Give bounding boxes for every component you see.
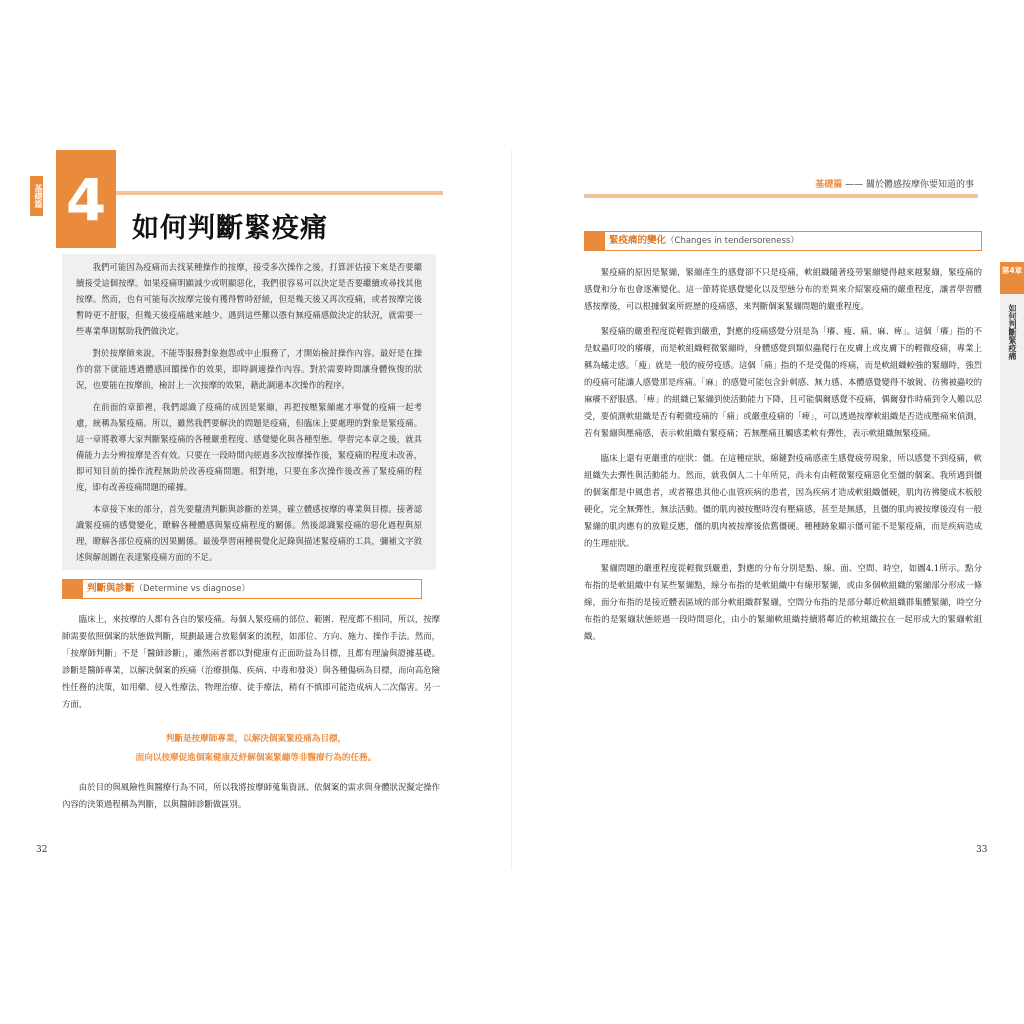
running-head-dash: —— — [842, 180, 866, 190]
chapter-number: 4 — [65, 166, 107, 234]
chapter-title: 如何判斷緊疫痛 — [132, 213, 328, 244]
right-page — [512, 0, 1024, 1024]
page-number-right: 33 — [976, 845, 988, 855]
chapter-rule — [116, 191, 443, 195]
section-heading-changes — [584, 231, 982, 251]
running-head-rule — [584, 194, 978, 198]
right-body — [584, 264, 982, 653]
section-heading-bar — [63, 580, 83, 598]
closing-paragraph: 由於目的與風險性與醫療行為不同，所以我將按摩師蒐集資訊、依個案的需求與身體狀況擬定操作內容的決策過程稱為判斷，以與醫師診斷做區別。 — [62, 782, 440, 809]
intro-paragraph: 我們可能因為疫痛而去找某種操作的按摩，接受多次操作之後，打算評估接下來是否要繼續接受這個按摩。如果疫痛明顯減少或明顯惡化，我們很容易可以決定是否要繼續或尋找其他按摩。然而，也有可能每次按摩完後有獲得暫時舒緩，但是幾天後又再次疫痛，或者按摩完後暫時更不舒服，但幾天後疫痛越來越少。遇到這些難以憑有無疫痛感做決定的狀況，就需要一些專業準則幫助我們做決定。 — [76, 262, 422, 336]
running-head-category: 基礎篇 — [815, 180, 843, 190]
section-title: 判斷與診斷 — [87, 583, 135, 594]
section-heading-text — [87, 580, 250, 598]
chapter-number-box — [56, 150, 116, 248]
highlight-quote — [96, 730, 416, 768]
chapter-title-tab: 如何判斷緊疫痛 — [1000, 294, 1024, 480]
body-paragraph: 緊疫痛的嚴重程度從輕微到嚴重，對應的疫痛感覺分別是為「癢、瘦、痛、麻、痺」。這個「癢」指的不是蚊蟲叮咬的癢癢，而是軟組織輕微緊繃時，身體感覺到類似蟲爬行在皮膚上或皮膚下的輕微疫痛，專業上稱為蟻走感。「瘦」就是一般的疲勞疫感。這個「痛」指的不是受傷的疼痛，而是軟組織較強的緊繃時，強烈的疫痛可能讓人感覺那是疼痛。「麻」的感覺可能包含針刺感、無力感、本體感覺變得不敏銳、彷彿被蟲咬的麻癢不舒服感。「痺」的組織已緊繃到使活動能力下降，且可能偶爾感覺不疫痛，偶爾發作時痛到令人難以忍受，要偵測軟組織是否有輕微疫痛的「痛」或嚴重疫痛的「痺」，可以透過按摩軟組織是否造成壓痛來偵測，若有緊繃與壓痛感，表示軟組織有緊疫痛；若無壓痛且觸感柔軟有彈性，表示軟組織無緊疫痛。 — [584, 326, 982, 438]
section-heading-bar — [585, 232, 605, 250]
section-heading-text — [609, 232, 799, 250]
section-title-en: （Changes in tendersoreness） — [666, 236, 799, 246]
chapter-tab: 第4章 — [1000, 262, 1024, 294]
section-heading-determine — [62, 579, 422, 599]
closing-body — [62, 779, 440, 821]
intro-paragraph: 本章接下來的部分，首先要釐清判斷與診斷的差異，確立體感按摩的專業與目標。接著認識緊疫痛的感覺變化，瞭解各種體感與緊疫痛程度的關係。然後認識緊疫痛的惡化過程與原理，瞭解各部位疫痛的因果關係。最後學習兩種視覺化記錄與描述緊疫痛的工具，彌補文字敘述與解剖圖在表達緊疫痛方面的不足。 — [76, 504, 422, 562]
page-number-left: 32 — [36, 845, 48, 855]
running-head-title: 關於體感按摩你要知道的事 — [865, 180, 974, 190]
intro-paragraph: 在前面的章節裡，我們認識了疫痛的成因是緊繃，再把按壓緊繃處才寧覺的疫痛一起考慮，統稱為緊疫痛。所以，雖然我們要解決的問題是疫痛，但臨床上要處理的對象是緊疫痛。這一章將教導大家判斷緊疫痛的各種嚴重程度、感覺變化與各種型態。學習完本章之後，就具備能力去分辨按摩是否有效。只要在一段時間內經過多次按摩操作後，緊疫痛的程度未改善，即可知目前的操作流程無助於改善疫痛問題。相對地，只要在多次操作後改善了緊疫痛的程度，即有改善疫痛問題的確據。 — [76, 402, 422, 492]
body-paragraph: 緊繃問題的嚴重程度從輕微到嚴重，對應的分布分別是點、線、面、空間、時空，如圖4.1所示。點分布指的是軟組織中有某些緊繃點，線分布指的是軟組織中有線形緊繃，或由多個軟組織的緊繃部分形成一條線，面分布指的是接近體表區域的部分軟組織群緊繃，空間分布指的是部分鄰近軟組織群集體緊繃，時空分布指的是緊繃狀態經過一段時間惡化，由小的緊繃軟組織持續將鄰近的軟組織拉在一起形成大的緊繃軟組織。 — [584, 563, 982, 641]
section-title-en: （Determine vs diagnose） — [134, 584, 250, 594]
body-paragraph: 臨床上，來按摩的人都有各自的緊疫痛。每個人緊疫痛的部位、範圍、程度都不相同，所以，按摩師需要依照個案的狀態做判斷，規劃最適合放鬆個案的流程，如部位、方向、施力、操作手法。然而，「按摩師判斷」不是「醫師診斷」，雖然兩者都以對健康有正面助益為目標，且都有理論與證據基礎。診斷是醫師專業，以解決個案的疾痛（治療損傷、疾病、中毒和發炎）與各種傷病為目標，而向高危險性任務的決策，如用藥、侵入性療法、物理治療、徒手療法，稍有不慎即可能造成病人二次傷害。另一方面， — [62, 614, 440, 709]
body-paragraph: 緊疫痛的原因是緊繃，緊繃產生的感覺卻不只是疫痛，軟組織隨著疫勞緊繃變得越來越緊繃，緊疫痛的感覺和分布也會逐漸變化。這一節將從感覺變化以及型態分布的差異來介紹緊疫痛的嚴重程度，讓者學習體感按摩後，可以根據個案所經歷的疫痛感，來判斷個案緊繃問題的嚴重程度。 — [584, 267, 982, 311]
intro-paragraph: 對於按摩師來說，不能等服務對象抱怨或中止服務了，才開始檢討操作內容。最好是在操作的當下就能透過體感回饋操作的效果，即時調適操作內容。對於需要時間讓身體恢復的狀況，也要能在按摩前，檢討上一次按摩的效果，藉此調適本次操作的程序。 — [76, 348, 422, 390]
highlight-line: 判斷是按摩師專業，以解決個案緊疫痛為目標， — [165, 734, 347, 744]
section-body — [62, 611, 440, 721]
left-side-tab: 基礎篇 — [30, 176, 43, 216]
body-paragraph: 臨床上還有更嚴重的症狀：僵。在這種症狀，綿鏈對疫痛感產生感覺疲勞現象，所以感覺不到疫痛，軟組織失去彈性與活動能力。然而，就我個人二十年所見，尚未有由輕微緊疫痛惡化至僵的個案。我所遇到僵的個案都是中風患者，或者罹患其他心血管疾病的患者，因為疾病才造成軟組織僵硬，肌肉彷彿變成木板般硬化，完全無彈性，無法活動。僵的肌肉被按壓時沒有壓痛感，甚至是無感，且僵的肌肉被按摩後沒有一般緊繃的肌肉應有的放鬆反應，僵的肌肉被按摩後依舊僵硬。種種跡象顯示僵可能不是緊疫痛，而是疾病造成的生理症狀。 — [584, 453, 982, 548]
section-title: 緊疫痛的變化 — [609, 235, 667, 246]
highlight-line: 面向以按摩促進個案健康及紓解個案緊繃等非醫療行為的任務。 — [135, 753, 377, 763]
running-head — [815, 177, 974, 190]
intro-block — [62, 254, 436, 570]
